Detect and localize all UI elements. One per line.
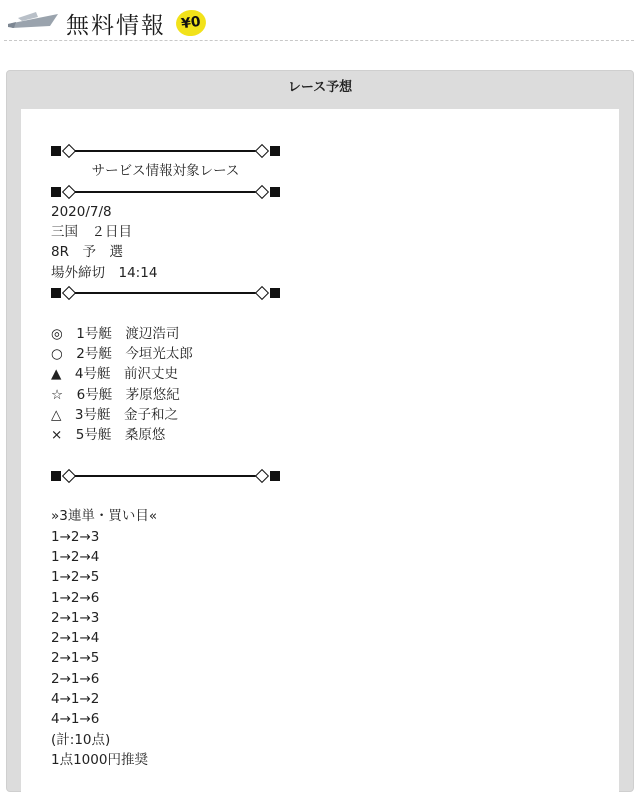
bet-combo: 2→1→4 — [51, 630, 100, 647]
forecast-content — [51, 141, 451, 770]
race-number: 8R 予 選 — [51, 244, 123, 261]
bets-total: (計:10点) — [51, 731, 111, 748]
prediction-item: ☆ 6号艇 茅原悠紀 — [51, 386, 180, 403]
bets-recommendation: 1点1000円推奨 — [51, 751, 148, 768]
free-badge: ¥0 — [174, 8, 207, 38]
bets-heading: »3連単・買い目« — [51, 508, 158, 525]
bet-combo: 1→2→3 — [51, 528, 100, 545]
ornamental-separator — [51, 141, 280, 161]
bet-combo: 1→2→5 — [51, 569, 100, 586]
race-venue-day: 三国 ２日目 — [51, 224, 132, 241]
panel-body — [21, 109, 619, 809]
bet-combo: 2→1→5 — [51, 650, 100, 667]
race-deadline: 場外締切 14:14 — [51, 264, 158, 281]
boat-logo-icon — [6, 8, 60, 32]
prediction-item: × 5号艇 桑原悠 — [51, 427, 166, 444]
race-forecast-panel — [6, 70, 634, 792]
prediction-item: ○ 2号艇 今垣光太郎 — [51, 345, 193, 362]
page-title: 無料情報 — [66, 13, 166, 39]
race-date: 2020/7/8 — [51, 203, 112, 220]
bet-combo: 1→2→4 — [51, 548, 100, 565]
prediction-item: ◎ 1号艇 渡辺浩司 — [51, 325, 180, 342]
service-race-title: サービス情報対象レース — [91, 163, 240, 180]
prediction-item: ▲ 4号艇 前沢丈史 — [51, 366, 178, 383]
bet-combo: 2→1→6 — [51, 670, 100, 687]
bet-combo: 2→1→3 — [51, 609, 100, 626]
prediction-item: △ 3号艇 金子和之 — [51, 406, 178, 423]
page-header — [0, 0, 640, 44]
panel-title: レース予想 — [287, 80, 353, 95]
ornamental-separator — [51, 283, 280, 303]
bet-combo: 4→1→2 — [51, 691, 100, 708]
bet-combo: 4→1→6 — [51, 711, 100, 728]
header-divider — [4, 40, 634, 41]
ornamental-separator — [51, 466, 280, 486]
ornamental-separator — [51, 182, 280, 202]
bet-combo: 1→2→6 — [51, 589, 100, 606]
